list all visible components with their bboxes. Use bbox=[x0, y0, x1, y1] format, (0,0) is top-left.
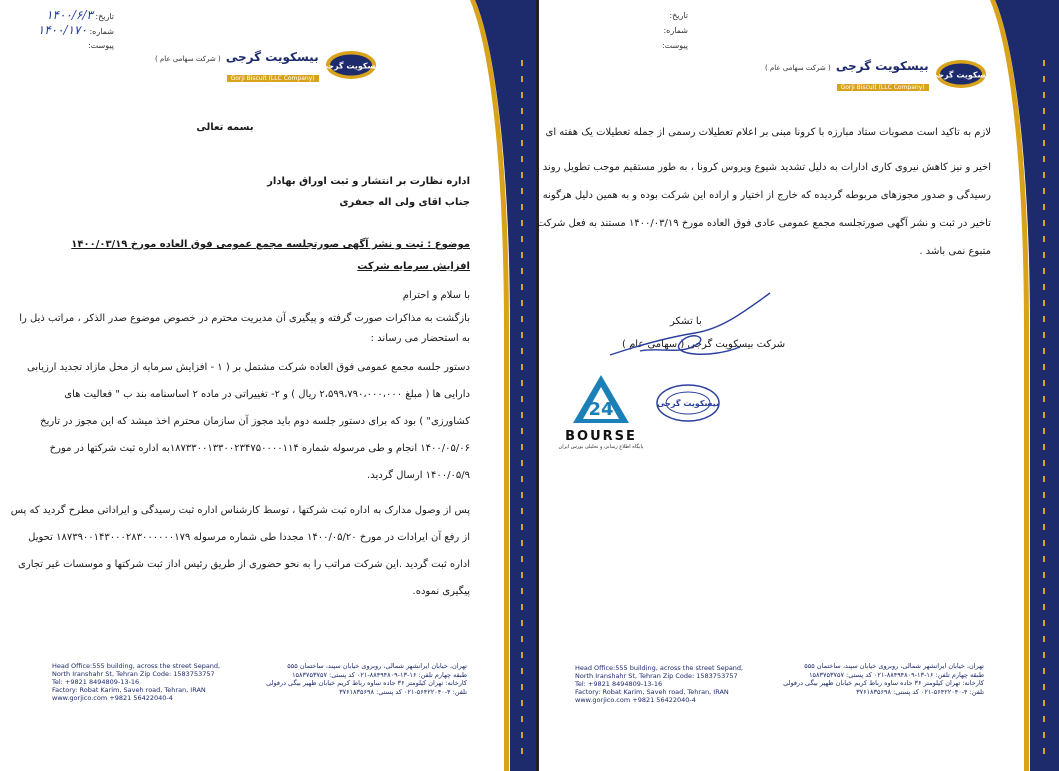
svg-text:بیسکویت گرجی: بیسکویت گرجی bbox=[319, 61, 382, 71]
header-fields bbox=[36, 8, 114, 53]
body-line-2: اخیر و نیز کاهش نیروی کاری ادارات به دلیل تشدید شیوع ویروس کرونا ، به طور مستقیم موجب تطویل روند bbox=[542, 162, 991, 173]
bourse-name: BOURSE bbox=[565, 429, 637, 444]
footer-persian: تهران، خیابان ایرانشهر شمالی، روبروی خیابان سپند، ساختمان ۵۵۵ طبقه چهارم تلفن: ۱۶-۱۳-۸۸۴۹۴۸۰۹-۰۲۱ کد پستی: ۱۵۸۳۷۵۳۷۵۷ کارخانه: تهران کیلومتر ۳۶ جاده ساوه رباط کریم خیابان ظهیر بیگی درفولی تلفن: ۴-۵۶۴۲۲۰۴۰-۰۲۱ کد پستی: ۳۷۶۱۸۳۵۶۹۸ bbox=[266, 662, 467, 696]
company-stamp bbox=[655, 383, 721, 423]
footer-english: Head Office:555 building, across the street Sepand, North Iranshahr St, Tehran Zip Code: 1583753757 Tel: +9821 8494809-13-16 Factory: Robat Karim, Saveh road, Tehran, IRAN www.gorjico.com +9821 56422040-4 bbox=[575, 664, 744, 704]
salutation: بسمه تعالی bbox=[196, 122, 254, 133]
paragraph-2-line-5: ۱۴۰۰/۰۵/۹ ارسال گردید. bbox=[367, 470, 470, 481]
brand-english: Gorji Biscuit (LLC Company) bbox=[227, 75, 319, 82]
brand-header bbox=[155, 46, 382, 84]
bourse-logo bbox=[571, 373, 631, 425]
paragraph-2-line-4: ۱۴۰۰/۰۵/۰۶ انجام و طی مرسوله شماره ۱۸۷۳۳۰۰۱۳۳۰۰۲۳۴۷۵۰۰۰۰۱۱۴به اداره ثبت شرکتها در مورخ bbox=[49, 443, 470, 454]
brand-header: بیسکویت گرجی بیسکویت گرجی ( شرکت سهامی عام ) Gorji Biscuit (LLC Company) bbox=[765, 59, 992, 91]
body-line-4: تاخیر در ثبت و نشر آگهی صورتجلسه مجمع عمومی عادی فوق العاده مورخ ۱۴۰۰/۰۳/۱۹ مستند به فعل شرکت bbox=[536, 218, 991, 229]
thanks: با تشکر bbox=[670, 316, 702, 327]
svg-text:بیسکویت گرجی: بیسکویت گرجی bbox=[657, 399, 719, 408]
company-logo bbox=[929, 59, 992, 89]
paragraph-3-line-2: از رفع آن ایرادات در مورخ ۱۴۰۰/۰۵/۲۰ مجددا طی شماره مرسوله ۱۸۷۳۹۰۰۱۴۳۰۰۰۲۸۳۰۰۰۰۰۰۱۷۹ تحویل bbox=[28, 532, 470, 543]
paragraph-1-line-2: به استحضار می رساند : bbox=[370, 333, 470, 344]
signatory-company: شرکت بیسکویت گرجی ( سهامی عام ) bbox=[622, 339, 786, 350]
body-line-3: رسیدگی و صدور مجوزهای مربوطه گردیده که خارج از اختیار و اراده این شرکت بوده و به همین دلیل هرگونه bbox=[542, 190, 991, 201]
paragraph-2-line-2: دارایی ها ( مبلغ ۲،۵۹۹،۷۹۰،۰۰۰،۰۰۰ ریال ) و ۲- تغییراتی در ماده ۲ اساسنامه بند ب " فعالیت های bbox=[64, 389, 470, 400]
date-field: تاریخ: ۱۴۰۰/۶/۳ bbox=[46, 8, 114, 22]
svg-text:24: 24 bbox=[588, 399, 614, 420]
page-divider bbox=[536, 0, 539, 771]
brand-name: بیسکویت گرجی bbox=[225, 50, 319, 64]
paragraph-2-line-1: دستور جلسه مجمع عمومی فوق العاده شرکت مشتمل بر ( ۱ - افزایش سرمایه از محل مازاد تجدید ارزیابی bbox=[27, 362, 470, 373]
handwritten-date: ۱۴۰۰/۶/۳ bbox=[46, 8, 93, 22]
signature bbox=[600, 285, 800, 375]
paragraph-3-line-4: پیگیری نموده. bbox=[412, 586, 470, 597]
attachment-field: پیوست: bbox=[87, 41, 114, 50]
number-field: شماره: ۱۴۰۰/۱۷۰ bbox=[37, 23, 114, 37]
addressee-person: جناب اقای ولی اله جعفری bbox=[339, 197, 470, 208]
svg-text:بیسکویت گرجی: بیسکویت گرجی bbox=[929, 70, 992, 80]
decorative-band bbox=[470, 0, 537, 771]
company-logo bbox=[319, 50, 382, 80]
brand-subtitle: ( شرکت سهامی عام ) bbox=[155, 55, 221, 63]
bourse-subtitle: پایگاه اطلاع رسانی و تحلیلی بورس ایران bbox=[558, 444, 644, 450]
subject-line-1: موضوع : ثبت و نشر آگهی صورتجلسه مجمع عمومی فوق العاده مورخ ۱۴۰۰/۰۳/۱۹ bbox=[71, 239, 470, 250]
footer-english: Head Office:555 building, across the street Sepand, North Iranshahr St, Tehran Zip Code: 1583753757 Tel: +9821 8494809-13-16 Factory: Robat Karim, Saveh road, Tehran, IRAN www.gorjico.com +9821 56422040-4 bbox=[52, 662, 221, 702]
handwritten-number: ۱۴۰۰/۱۷۰ bbox=[37, 23, 87, 37]
body-line-5: متبوع نمی باشد . bbox=[919, 246, 991, 257]
addressee-office: اداره نظارت بر انتشار و ثبت اوراق بهادار bbox=[267, 176, 470, 187]
subject-line-2: افزایش سرمایه شرکت bbox=[357, 261, 470, 272]
decorative-band bbox=[990, 0, 1059, 771]
body-line-1: لازم به تاکید است مصوبات ستاد مبارزه با کرونا مبنی بر اعلام تعطیلات رسمی از جمله تعطیلات یک هفته ای bbox=[545, 127, 991, 138]
bourse-watermark bbox=[556, 373, 646, 450]
paragraph-1-line-1: بازگشت به مذاکرات صورت گرفته و پیگیری آن مدیریت محترم در خصوص موضوع صدر الذکر ، مراتب ذیل را bbox=[19, 313, 470, 324]
header-fields: تاریخ: شماره: پیوست: bbox=[661, 11, 688, 50]
paragraph-3-line-1: پس از وصول مدارک به اداره ثبت شرکتها ، توسط کارشناس اداره ثبت رسیدگی و ایراداتی مطرح گردید که پس bbox=[10, 505, 470, 516]
paragraph-3-line-3: اداره ثبت گردید .این شرکت مراتب را به نحو حضوری از طریق رئیس اداز ثبت شرکتها و موسسات غیر تجاری bbox=[18, 559, 470, 570]
footer-persian: تهران، خیابان ایرانشهر شمالی، روبروی خیابان سپند، ساختمان ۵۵۵ طبقه چهارم تلفن: ۱۶-۱۳-۸۸۴۹۴۸۰۹-۰۲۱ کد پستی: ۱۵۸۳۷۵۳۷۵۷ کارخانه: تهران کیلومتر ۳۶ جاده ساوه رباط کریم خیابان ظهیر بیگی درفولی تلفن: ۴-۵۶۴۲۲۰۴۰-۰۲۱ کد پستی: ۳۷۶۱۸۳۵۶۹۸ bbox=[783, 662, 984, 696]
greeting: با سلام و احترام bbox=[402, 290, 470, 301]
paragraph-2-line-3: کشاورزی" ) بود که برای دستور جلسه دوم باید مجوز آن سازمان محترم اخذ میشد که این مجوز در تاریخ bbox=[40, 416, 470, 427]
